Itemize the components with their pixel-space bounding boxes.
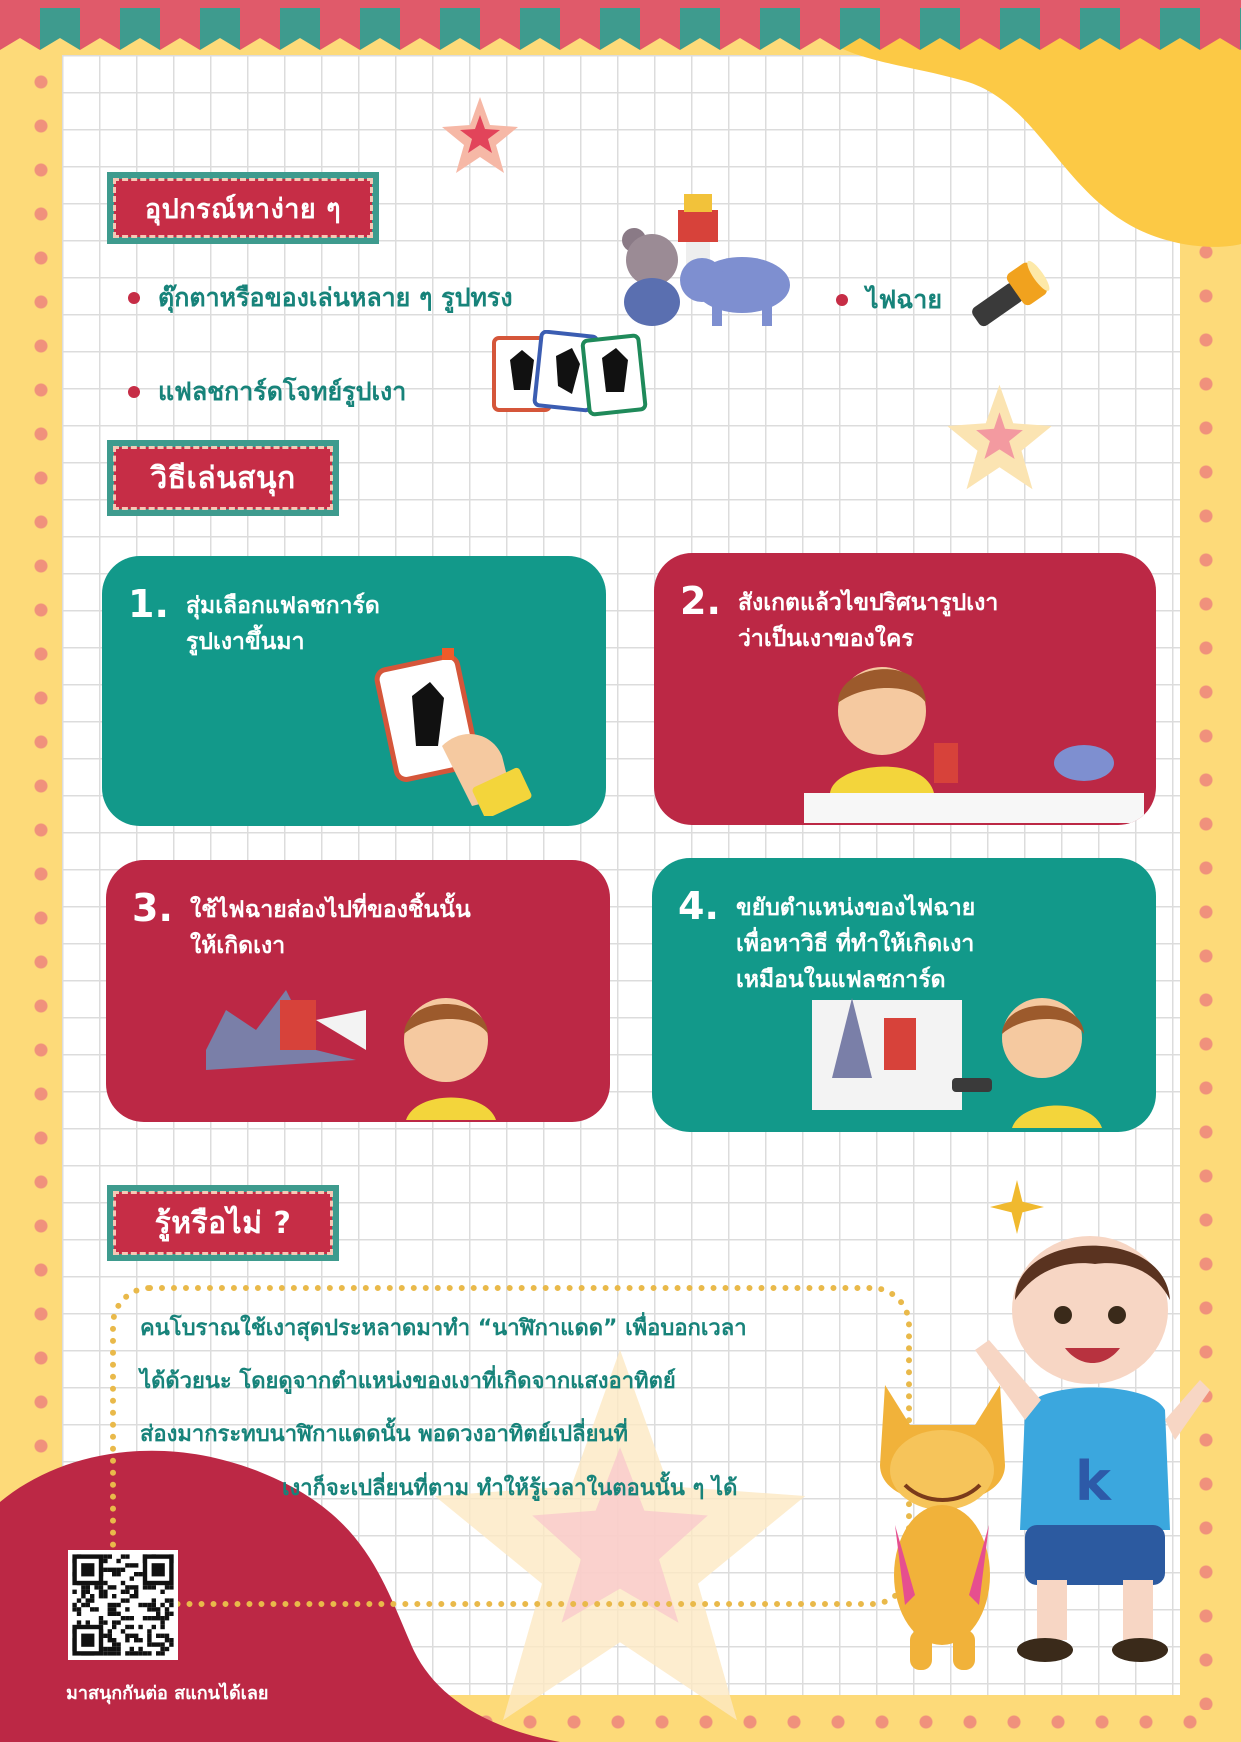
- bunting-flag: [440, 8, 480, 50]
- bunting-flag: [160, 8, 200, 50]
- bunting-flag: [480, 8, 520, 50]
- bunting-flag: [920, 8, 960, 50]
- step-number: 2.: [680, 579, 721, 623]
- step-text: ใช้ไฟฉายส่องไปที่ของชิ้นนั้น ให้เกิดเงา: [190, 897, 471, 959]
- material-item-label: แฟลชการ์ดโจทย์รูปเงา: [158, 377, 407, 406]
- bunting-flag: [360, 8, 400, 50]
- bunting-flag: [320, 8, 360, 50]
- bunting-flag: [1160, 8, 1200, 50]
- step-card-4: [652, 858, 1156, 1132]
- toys-icon: [612, 190, 792, 330]
- bunting-flag: [80, 8, 120, 50]
- how-to-heading: วิธีเล่นสนุก: [107, 440, 339, 516]
- bunting-flag: [960, 8, 1000, 50]
- bunting-flag: [120, 8, 160, 50]
- shirt-letter: k: [1075, 1450, 1111, 1513]
- step-card-3: [106, 860, 610, 1122]
- bunting-flag: [1080, 8, 1120, 50]
- flashlight-shadow-icon: [812, 978, 1112, 1128]
- material-item-toys: [128, 278, 513, 318]
- material-item-flashcards: [128, 372, 406, 412]
- did-you-know-line: คนโบราณใช้เงาสุดประหลาดมาทำ “นาฬิกาแดด” เพื่อบอกเวลา: [140, 1316, 747, 1341]
- did-you-know-heading: รู้หรือไม่ ?: [107, 1185, 339, 1261]
- star-icon: [942, 382, 1057, 492]
- bunting-flag: [240, 8, 280, 50]
- bunting-flag: [0, 8, 40, 50]
- thinking-boy-icon: [804, 643, 1144, 823]
- bunting-flag: [720, 8, 760, 50]
- sparkle-icon: [990, 1180, 1044, 1234]
- did-you-know-line: เงาก็จะเปลี่ยนที่ตาม ทำให้รู้เวลาในตอนนั้น ๆ ได้: [282, 1476, 738, 1501]
- materials-heading: อุปกรณ์หาง่าย ๆ: [107, 172, 379, 244]
- bunting-flag: [1000, 8, 1040, 50]
- shadow-play-icon: [206, 970, 506, 1120]
- boy-character-icon: [975, 1230, 1210, 1670]
- bunting-flag: [760, 8, 800, 50]
- bullet-dot: [128, 386, 140, 398]
- bullet-dot: [836, 294, 848, 306]
- bunting-flag: [840, 8, 880, 50]
- bunting-flag: [1040, 8, 1080, 50]
- step-text: ขยับตำแหน่งของไฟฉาย เพื่อหาวิธี ที่ทำให้เกิดเงา เหมือนในแฟลชการ์ด: [736, 895, 976, 993]
- bunting-flag: [400, 8, 440, 50]
- material-item-flashlight: [836, 280, 942, 320]
- bunting-flag: [680, 8, 720, 50]
- material-item-label: ไฟฉาย: [866, 285, 942, 314]
- scan-caption: มาสนุกกันต่อ สแกนได้เลย: [66, 1683, 269, 1704]
- bunting-flag: [280, 8, 320, 50]
- step-card-2: [654, 553, 1156, 825]
- step-number: 1.: [128, 582, 169, 626]
- hand-holding-card-icon: [372, 646, 532, 816]
- bunting-flag: [880, 8, 920, 50]
- bunting-flag: [800, 8, 840, 50]
- bunting-flag: [520, 8, 560, 50]
- flashcards-icon: [490, 330, 650, 420]
- bunting-flag: [560, 8, 600, 50]
- bunting-flag: [200, 8, 240, 50]
- star-icon: [440, 95, 520, 175]
- did-you-know-line: ส่องมากระทบนาฬิกาแดดนั้น พอดวงอาทิตย์เปลี่ยนที่: [140, 1422, 628, 1447]
- material-item-label: ตุ๊กตาหรือของเล่นหลาย ๆ รูปทรง: [158, 283, 513, 312]
- step-text: สุ่มเลือกแฟลชการ์ด รูปเงาขึ้นมา: [186, 593, 380, 655]
- qr-code[interactable]: [68, 1550, 178, 1660]
- bunting-flag: [640, 8, 680, 50]
- step-card-1: [102, 556, 606, 826]
- step-number: 3.: [132, 886, 173, 930]
- step-number: 4.: [678, 884, 719, 928]
- bunting-flag: [600, 8, 640, 50]
- step-text: สังเกตแล้วไขปริศนารูปเงา ว่าเป็นเงาของใคร: [738, 590, 999, 652]
- did-you-know-line: ได้ด้วยนะ โดยดูจากตำแหน่งของเงาที่เกิดจากแสงอาทิตย์: [140, 1369, 676, 1394]
- bunting-flag: [1120, 8, 1160, 50]
- bullet-dot: [128, 292, 140, 304]
- bunting-flag: [40, 8, 80, 50]
- flashlight-icon: [955, 258, 1055, 338]
- bunting-decoration: [0, 0, 1241, 60]
- bunting-flag: [1200, 8, 1240, 50]
